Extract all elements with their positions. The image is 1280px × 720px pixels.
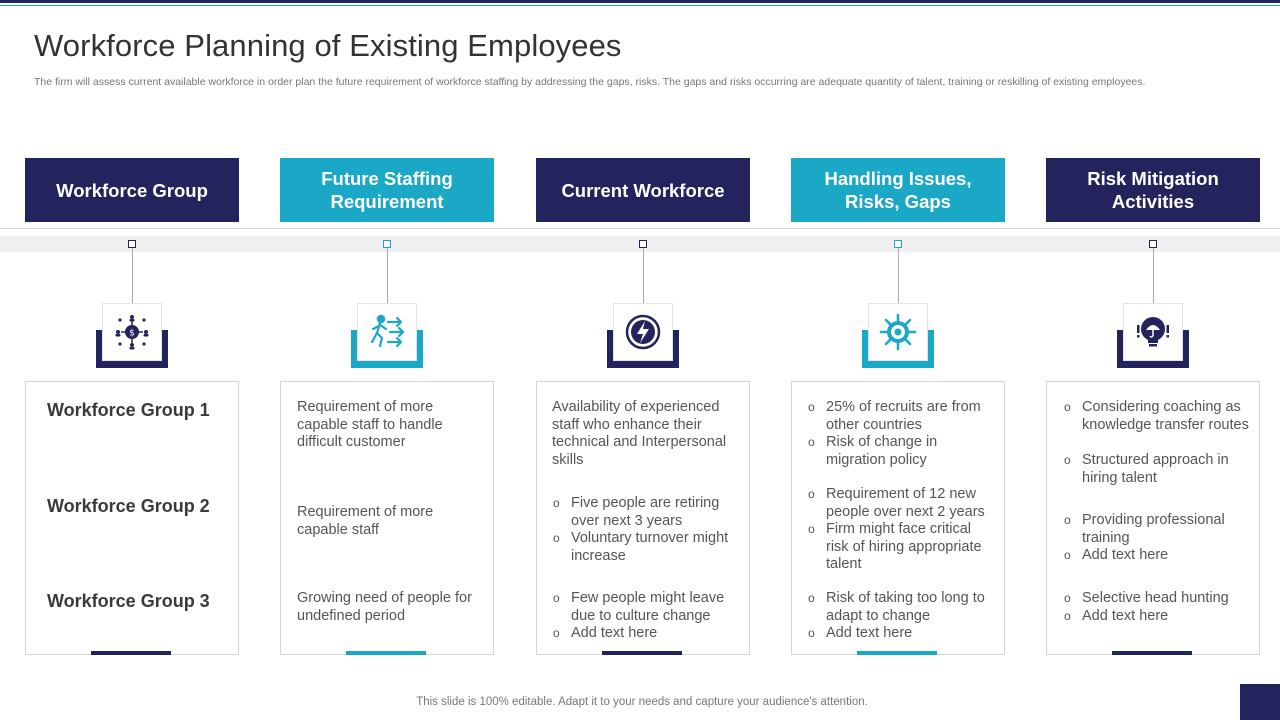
timeline-node	[639, 240, 647, 248]
connector-line	[643, 248, 644, 304]
workforce-network-icon	[102, 303, 162, 361]
content-card	[25, 381, 239, 655]
requirement-text: Requirement of more capable staff to handle difficult customer	[297, 399, 443, 450]
lightning-circle-icon	[613, 303, 673, 361]
bullet-item: o 25% of recruits are from other countries	[808, 399, 981, 433]
content-card	[536, 381, 750, 655]
column-handling-issues	[791, 0, 1005, 720]
timeline-node	[1149, 240, 1157, 248]
requirement-text: Growing need of people for undefined period	[297, 590, 472, 624]
timeline-node	[128, 240, 136, 248]
column-header: Handling Issues, Risks, Gaps	[791, 158, 1005, 222]
bullet-item: o Add text here	[808, 625, 913, 641]
column-header: Future Staffing Requirement	[280, 158, 494, 222]
workforce-group-label: Workforce Group 3	[47, 591, 210, 611]
column-risk-mitigation	[1046, 0, 1260, 720]
ship-wheel-icon	[868, 303, 928, 361]
card-bottom-accent	[602, 651, 682, 655]
bullet-item: o Considering coaching as knowledge transfer routes	[1064, 399, 1249, 433]
timeline-node	[383, 240, 391, 248]
bullet-item: o Firm might face critical risk of hiring appropriate talent	[808, 521, 982, 572]
workforce-group-label: Workforce Group 1	[47, 400, 210, 420]
page-subtitle: The firm will assess current available workforce in order plan the future requirement of workforce staffing by addressing the gaps, risks. The gaps and risks occurring are adequate quantity of talent, training or reskilling of existing employees.	[34, 76, 1146, 88]
bullet-item: o Risk of taking too long to adapt to change	[808, 590, 985, 624]
workforce-group-label: Workforce Group 2	[47, 496, 210, 516]
card-bottom-accent	[91, 651, 171, 655]
card-bottom-accent	[857, 651, 937, 655]
svg-text:$: $	[129, 328, 135, 339]
bullet-item: o Providing professional training	[1064, 512, 1225, 546]
connector-line	[132, 248, 133, 304]
column-header: Current Workforce	[536, 158, 750, 222]
column-header: Risk Mitigation Activities	[1046, 158, 1260, 222]
column-header: Workforce Group	[25, 158, 239, 222]
bullet-item: o Add text here	[1064, 547, 1169, 563]
connector-line	[898, 248, 899, 304]
connector-line	[1153, 248, 1154, 304]
timeline-node	[894, 240, 902, 248]
content-card	[1046, 381, 1260, 655]
content-card	[791, 381, 1005, 655]
column-future-staffing	[280, 0, 494, 720]
bullet-item: o Structured approach in hiring talent	[1064, 452, 1229, 486]
bullet-item: o Add text here	[553, 625, 658, 641]
runner-arrows-icon	[357, 303, 417, 361]
corner-accent-block	[1240, 684, 1280, 720]
bullet-item: o Requirement of 12 new people over next 2 years	[808, 486, 985, 520]
column-workforce-group	[25, 0, 239, 720]
card-bottom-accent	[1112, 651, 1192, 655]
bullet-item: o Five people are retiring over next 3 years	[553, 495, 720, 529]
bullet-item: o Add text here	[1064, 608, 1169, 624]
connector-line	[387, 248, 388, 304]
workforce-text: Availability of experienced staff who enhance their technical and Interpersonal skills	[552, 399, 727, 468]
bullet-item: o Few people might leave due to culture change	[553, 590, 725, 624]
page-title: Workforce Planning of Existing Employees	[34, 28, 622, 63]
card-bottom-accent	[346, 651, 426, 655]
bulb-umbrella-icon	[1123, 303, 1183, 361]
column-current-workforce	[536, 0, 750, 720]
bullet-item: o Risk of change in migration policy	[808, 434, 938, 468]
bullet-item: o Voluntary turnover might increase	[553, 530, 729, 564]
footer-note: This slide is 100% editable. Adapt it to your needs and capture your audience's attention.	[416, 696, 868, 708]
bullet-item: o Selective head hunting	[1064, 590, 1229, 606]
requirement-text: Requirement of more capable staff	[297, 504, 434, 538]
content-card	[280, 381, 494, 655]
